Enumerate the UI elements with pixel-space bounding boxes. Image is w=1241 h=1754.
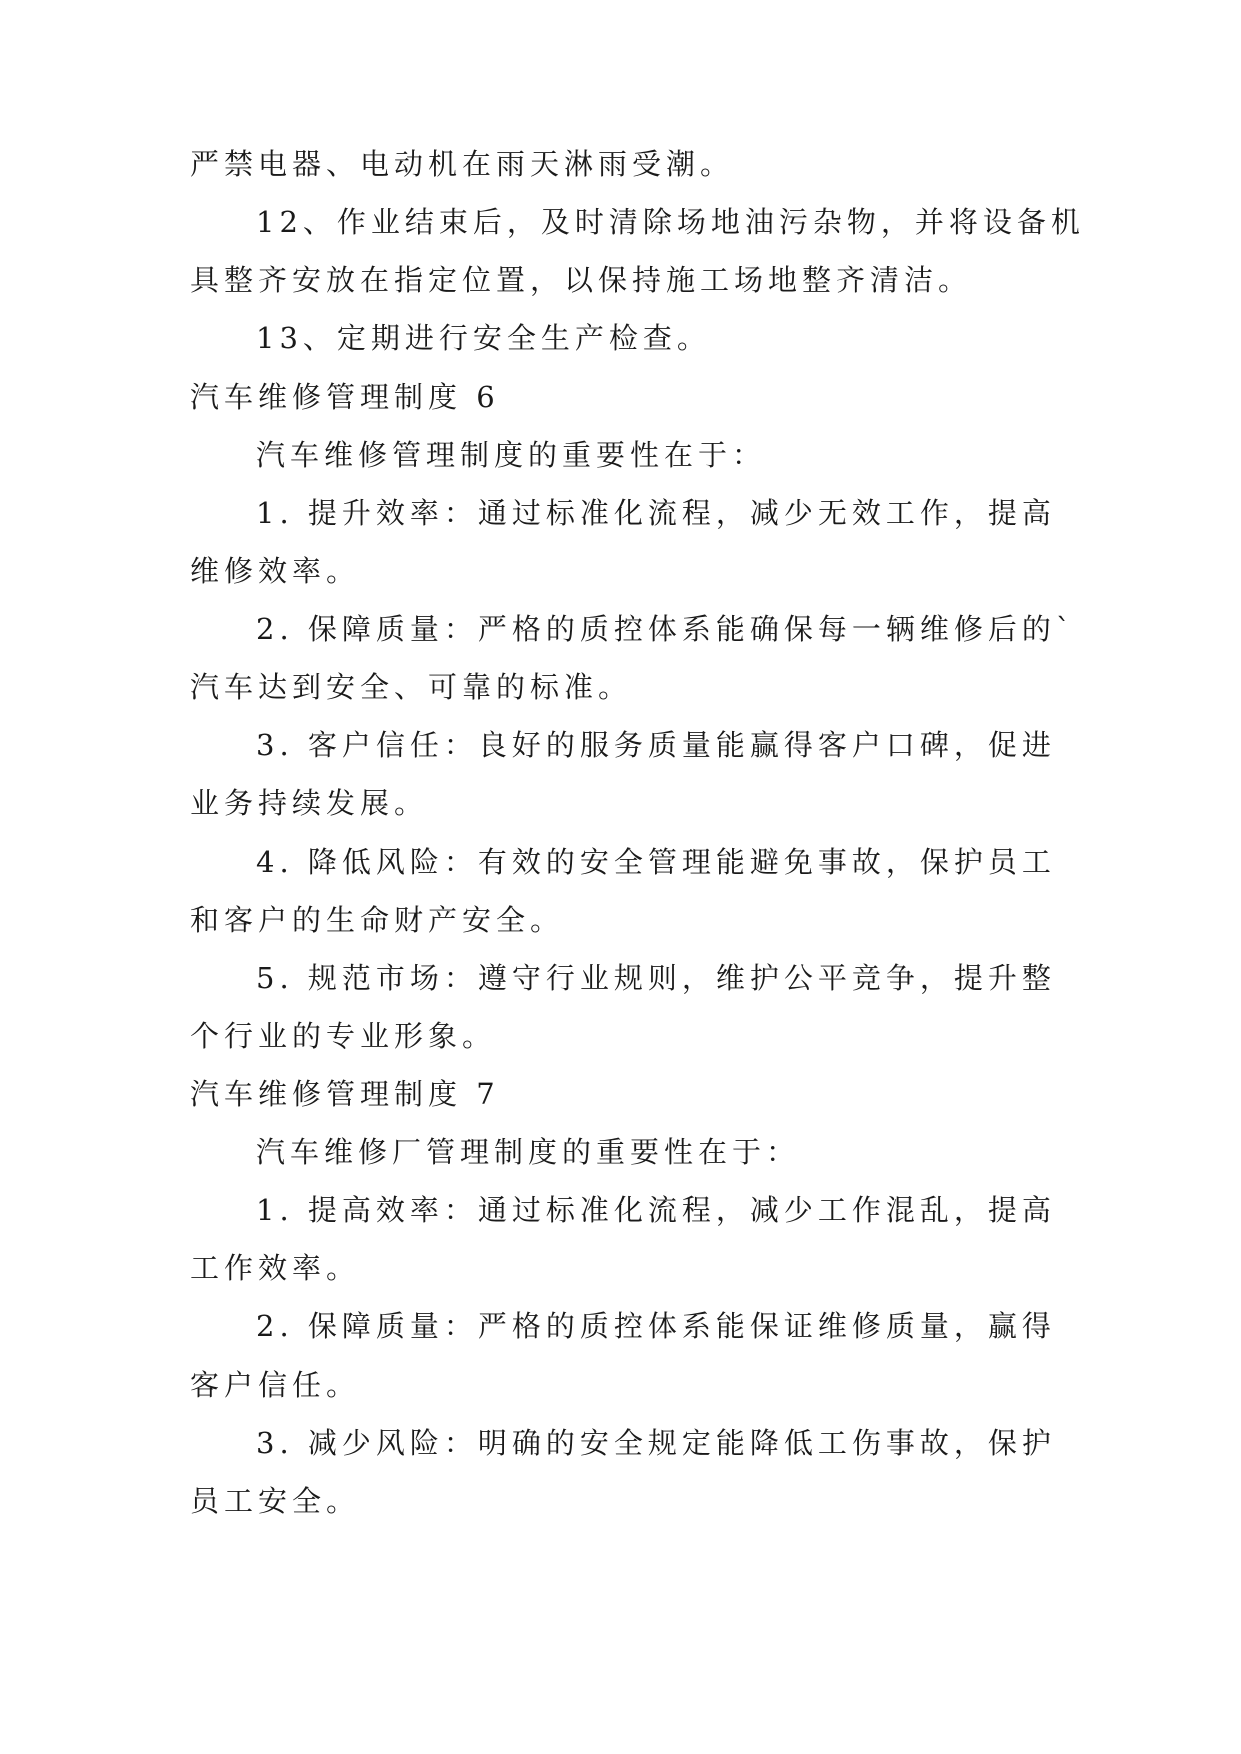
list-item: 2. 保障质量：严格的质控体系能确保每一辆维修后的`: [256, 612, 1076, 646]
text-line: 客户信任。: [190, 1368, 361, 1402]
list-item: 3. 客户信任：良好的服务质量能赢得客户口碑，促进: [256, 728, 1056, 762]
section-heading: 汽车维修管理制度 7: [190, 1077, 500, 1111]
text-line: 和客户的生命财产安全。: [190, 903, 565, 937]
text-line: 工作效率。: [190, 1251, 361, 1285]
text-line: 汽车达到安全、可靠的标准。: [190, 670, 633, 704]
text-line: 12、作业结束后，及时清除场地油污杂物，并将设备机: [256, 205, 1085, 239]
text-line: 13、定期进行安全生产检查。: [256, 321, 711, 355]
text-line: 维修效率。: [190, 554, 361, 588]
text-line: 个行业的专业形象。: [190, 1019, 497, 1053]
text-line: 汽车维修厂管理制度的重要性在于：: [256, 1135, 801, 1169]
text-line: 员工安全。: [190, 1484, 361, 1518]
list-item: 1. 提升效率：通过标准化流程，减少无效工作，提高: [256, 496, 1056, 530]
list-item: 1. 提高效率：通过标准化流程，减少工作混乱，提高: [256, 1193, 1056, 1227]
list-item: 5. 规范市场：遵守行业规则，维护公平竞争，提升整: [256, 961, 1056, 995]
text-line: 具整齐安放在指定位置，以保持施工场地整齐清洁。: [190, 263, 973, 297]
list-item: 3. 减少风险：明确的安全规定能降低工伤事故，保护: [256, 1426, 1056, 1460]
list-item: 2. 保障质量：严格的质控体系能保证维修质量，赢得: [256, 1309, 1056, 1343]
list-item: 4. 降低风险：有效的安全管理能避免事故，保护员工: [256, 845, 1056, 879]
section-heading: 汽车维修管理制度 6: [190, 380, 500, 414]
text-line: 业务持续发展。: [190, 786, 429, 820]
text-line: 严禁电器、电动机在雨天淋雨受潮。: [190, 147, 735, 181]
text-line: 汽车维修管理制度的重要性在于：: [256, 438, 767, 472]
